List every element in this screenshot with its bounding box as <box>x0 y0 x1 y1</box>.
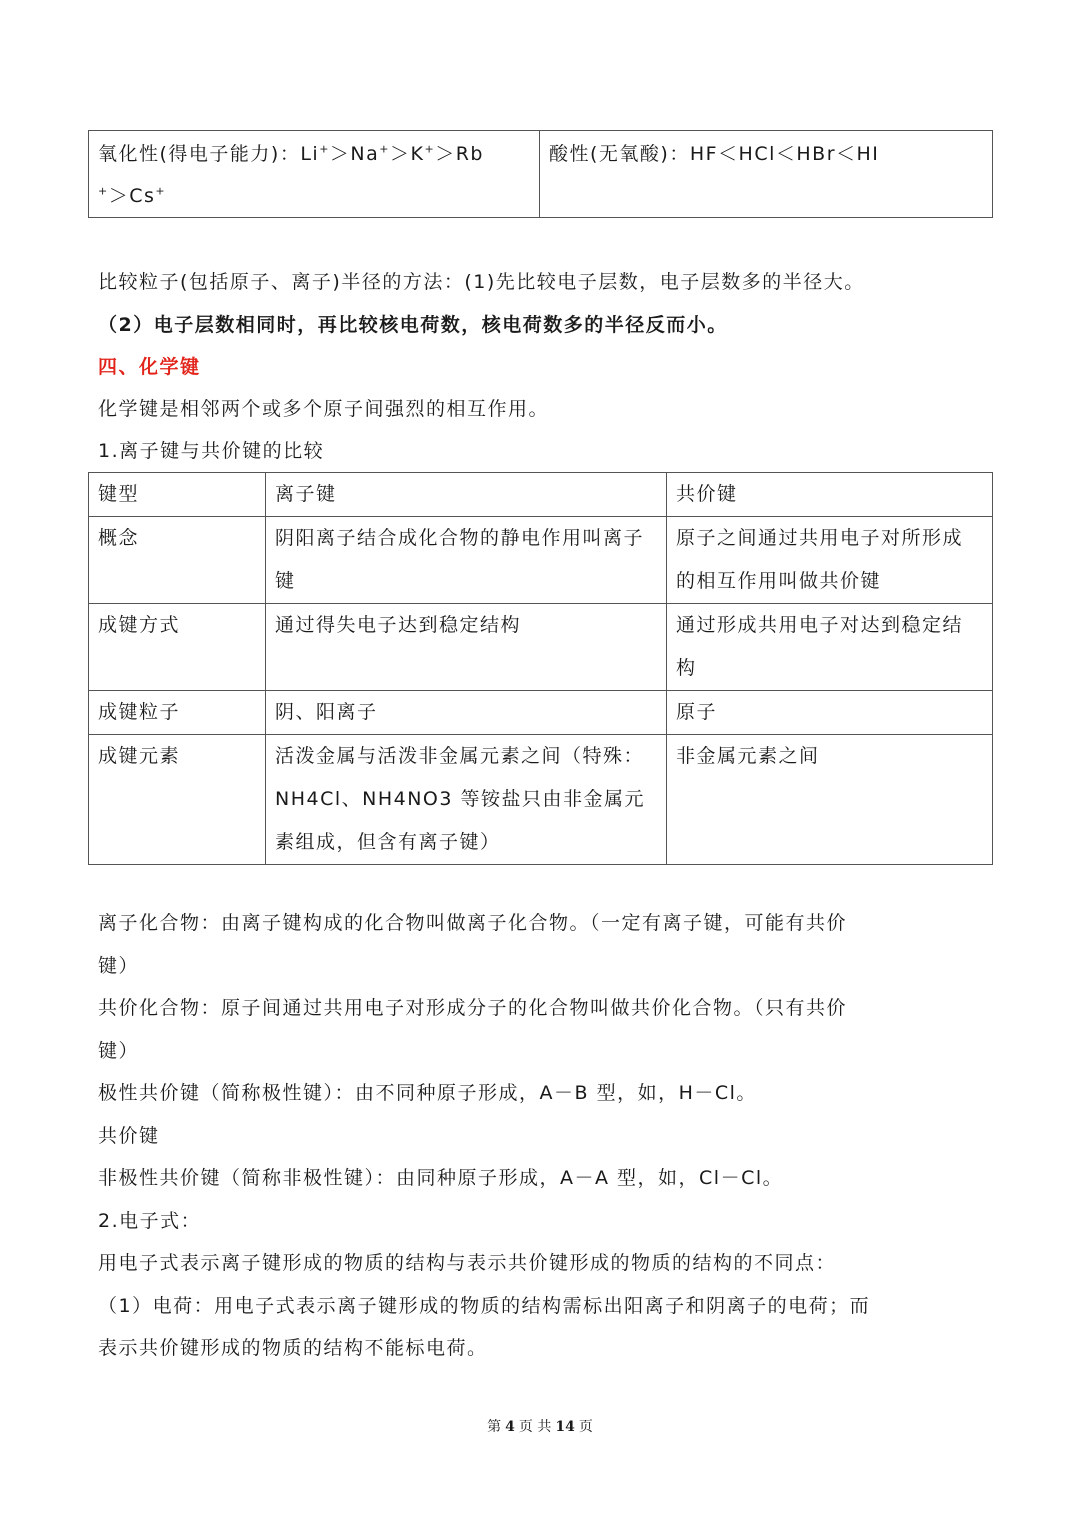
table-header-cell: 离子键 <box>266 473 667 517</box>
table-row <box>89 735 993 865</box>
acidity-order-cell: 酸性(无氧酸)：HF＜HCl＜HBr＜HI <box>540 131 993 218</box>
covalent-compound-line-1: 共价化合物：原子间通过共用电子对形成分子的化合物叫做共价化合物。（只有共价 <box>98 997 848 1019</box>
table-cell: 原子之间通过共用电子对所形成的相互作用叫做共价键 <box>667 517 993 604</box>
chemical-bond-definition: 化学键是相邻两个或多个原子间强烈的相互作用。 <box>98 398 550 420</box>
table-row <box>89 691 993 735</box>
table-cell: 成键粒子 <box>89 691 266 735</box>
table-cell: 阴、阳离子 <box>266 691 667 735</box>
table-cell: 通过形成共用电子对达到稳定结构 <box>667 604 993 691</box>
table-cell: 非金属元素之间 <box>667 735 993 865</box>
comparison-table-top <box>88 130 993 218</box>
oxidation-order-cell: 氧化性(得电子能力)：Li+＞Na+＞K+＞Rb +＞Cs+ <box>89 131 540 218</box>
table-header-cell: 共价键 <box>667 473 993 517</box>
table-row <box>89 517 993 604</box>
ionic-compound-line-1: 离子化合物：由离子键构成的化合物叫做离子化合物。（一定有离子键，可能有共价 <box>98 912 848 934</box>
charge-point-line-2: 表示共价键形成的物质的结构不能标电荷。 <box>98 1337 488 1359</box>
covalent-compound-line-2: 键） <box>98 1040 140 1062</box>
bond-comparison-table <box>88 472 993 865</box>
table-cell: 成键元素 <box>89 735 266 865</box>
section-heading: 四、化学键 <box>98 356 201 378</box>
polar-bond-line: 极性共价键（简称极性键）：由不同种原子形成，A－B 型，如，H－Cl。 <box>98 1082 757 1104</box>
table-row <box>89 131 993 218</box>
charge-point-line-1: （1）电荷：用电子式表示离子键形成的物质的结构需标出阳离子和阴离子的电荷；而 <box>98 1295 871 1317</box>
ionic-compound-line-2: 键） <box>98 955 140 977</box>
table-cell: 成键方式 <box>89 604 266 691</box>
table-header-row <box>89 473 993 517</box>
radius-method-line-2: （2）电子层数相同时，再比较核电荷数，核电荷数多的半径反而小。 <box>98 314 728 336</box>
covalent-bond-label: 共价键 <box>98 1125 160 1147</box>
total-page-number: 14 <box>555 1419 575 1435</box>
nonpolar-bond-line: 非极性共价键（简称非极性键）：由同种原子形成，A－A 型，如，Cl－Cl。 <box>98 1167 784 1189</box>
table-cell: 概念 <box>89 517 266 604</box>
table-cell: 原子 <box>667 691 993 735</box>
table-cell: 通过得失电子达到稳定结构 <box>266 604 667 691</box>
table-cell: 阴阳离子结合成化合物的静电作用叫离子键 <box>266 517 667 604</box>
table-row <box>89 604 993 691</box>
current-page-number: 4 <box>505 1419 515 1435</box>
subheading-electron-formula: 2.电子式： <box>98 1210 202 1232</box>
electron-formula-intro: 用电子式表示离子键形成的物质的结构与表示共价键形成的物质的结构的不同点： <box>98 1252 837 1274</box>
table-cell: 活泼金属与活泼非金属元素之间（特殊：NH4Cl、NH4NO3 等铵盐只由非金属元素组成，但含有离子键） <box>266 735 667 865</box>
page-footer: 第 4 页 共 14 页 <box>487 1419 593 1435</box>
table-header-cell: 键型 <box>89 473 266 517</box>
radius-method-line-1: 比较粒子(包括原子、离子)半径的方法：(1)先比较电子层数，电子层数多的半径大。 <box>98 271 865 293</box>
subheading-bond-comparison: 1.离子键与共价键的比较 <box>98 440 325 462</box>
